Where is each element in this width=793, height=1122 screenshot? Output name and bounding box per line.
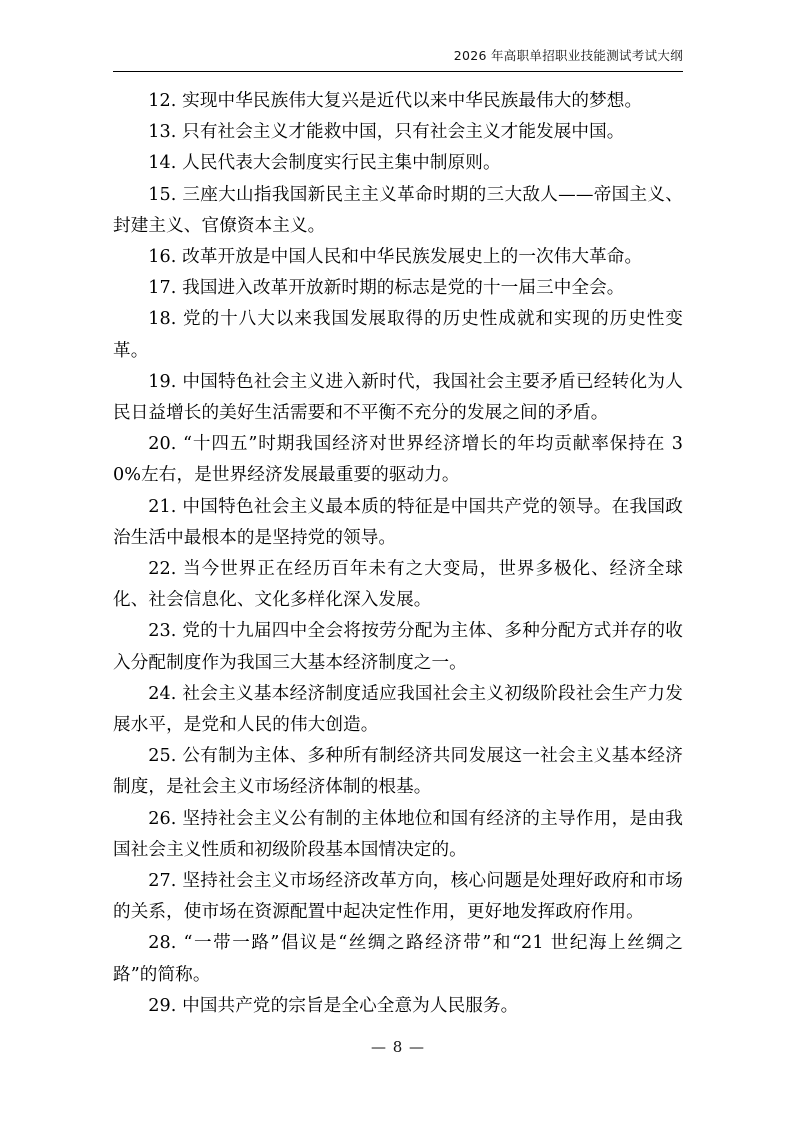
numbered-paragraph: 13. 只有社会主义才能救中国，只有社会主义才能发展中国。 [148, 122, 625, 143]
numbered-paragraph: 23. 党的十九届四中全会将按劳分配为主体、多种分配方式并存的收入分配制度作为我国三大基本经济制度之一。 [113, 621, 683, 673]
numbered-paragraph: 27. 坚持社会主义市场经济改革方向，核心问题是处理好政府和市场的关系，使市场在资源配置中起决定性作用，更好地发挥政府作用。 [113, 871, 683, 923]
numbered-paragraph: 24. 社会主义基本经济制度适应我国社会主义初级阶段社会生产力发展水平，是党和人民的伟大创造。 [113, 683, 683, 736]
numbered-paragraph: 29. 中国共产党的宗旨是全心全意为人民服务。 [148, 995, 519, 1016]
numbered-paragraph: 25. 公有制为主体、多种所有制经济共同发展这一社会主义基本经济制度，是社会主义市场经济体制的根基。 [113, 746, 683, 798]
document-body [113, 86, 683, 1022]
numbered-paragraph: 18. 党的十八大以来我国发展取得的历史性成就和实现的历史性变革。 [113, 309, 683, 361]
numbered-paragraph: 12. 实现中华民族伟大复兴是近代以来中华民族最伟大的梦想。 [148, 91, 643, 111]
page-number-footer: — 8 — [370, 1038, 426, 1056]
numbered-paragraph: 14. 人民代表大会制度实行民主集中制原则。 [148, 153, 501, 174]
running-header: 2026 年高职单招职业技能测试考试大纲 [453, 48, 683, 63]
numbered-paragraph: 19. 中国特色社会主义进入新时代，我国社会主要矛盾已经转化为人民日益增长的美好生活需要和不平衡不充分的发展之间的矛盾。 [113, 371, 683, 424]
header-rule-divider [113, 71, 683, 72]
numbered-paragraph: 20. “十四五”时期我国经济对世界经济增长的年均贡献率保持在 30%左右，是世界经济发展最重要的驱动力。 [113, 434, 683, 486]
numbered-paragraph: 17. 我国进入改革开放新时期的标志是党的十一届三中全会。 [148, 278, 625, 299]
numbered-paragraph: 26. 坚持社会主义公有制的主体地位和国有经济的主导作用，是由我国社会主义性质和初级阶段基本国情决定的。 [113, 808, 683, 860]
numbered-paragraph: 22. 当今世界正在经历百年未有之大变局，世界多极化、经济全球化、社会信息化、文化多样化深入发展。 [113, 559, 683, 611]
numbered-paragraph: 28. “一带一路”倡议是“丝绸之路经济带”和“21 世纪海上丝绸之路”的简称。 [113, 933, 683, 985]
numbered-paragraph: 16. 改革开放是中国人民和中华民族发展史上的一次伟大革命。 [148, 247, 643, 268]
numbered-paragraph: 21. 中国特色社会主义最本质的特征是中国共产党的领导。在我国政治生活中最根本的是坚持党的领导。 [113, 496, 683, 548]
numbered-paragraph: 15. 三座大山指我国新民主主义革命时期的三大敌人——帝国主义、封建主义、官僚资本主义。 [113, 184, 683, 236]
